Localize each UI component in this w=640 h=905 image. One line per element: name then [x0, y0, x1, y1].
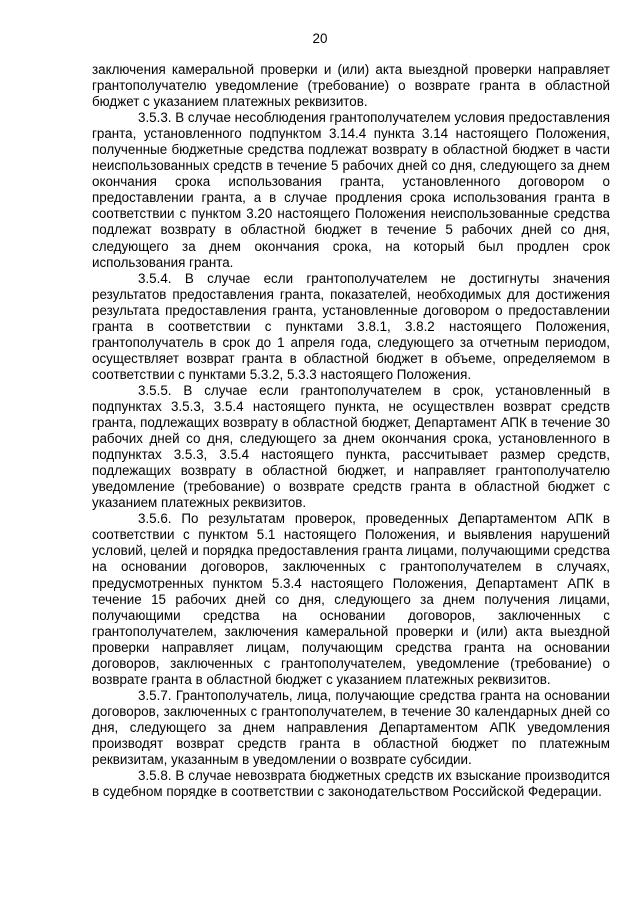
paragraph-3-5-5: 3.5.5. В случае если грантополучателем в срок, установленный в подпунктах 3.5.3, 3.5.4 настоящего пункта, не осуществлен возврат средств гранта, подлежащих возврату в областной бюджет, Департамент АПК в течение 30 рабочих дней со дня, следующего за днем окончания срока, установленного в подпунктах 3.5.3, 3.5.4 настоящего пункта, рассчитывает размер средств, подлежащих возврату в областной бюджет, и направляет грантополучателю уведомление (требование) о возврате средств гранта в областной бюджет с указанием платежных реквизитов. [92, 382, 610, 511]
paragraph-3-5-4: 3.5.4. В случае если грантополучателем не достигнуты значения результатов предоставления гранта, показателей, необходимых для достижения результата предоставления гранта, установленные договором о предоставлении гранта в соответствии с пунктами 3.8.1, 3.8.2 настоящего Положения, грантополучатель в срок до 1 апреля года, следующего за отчетным периодом, осуществляет возврат гранта в областной бюджет в объеме, определяемом в соответствии с пунктами 5.3.2, 5.3.3 настоящего Положения. [92, 270, 610, 382]
paragraph-3-5-8: 3.5.8. В случае невозврата бюджетных средств их взыскание производится в судебном порядке в соответствии с законодательством Российской Федерации. [92, 768, 610, 800]
paragraph-3-5-6: 3.5.6. По результатам проверок, проведенных Департаментом АПК в соответствии с пунктом 5.1 настоящего Положения, и выявления нарушений условий, целей и порядка предоставления гранта лицами, получающими средства на основании договоров, заключенных с грантополучателем в случаях, предусмотренных пунктом 5.3.4 настоящего Положения, Департамент АПК в течение 15 рабочих дней со дня, следующего за днем получения лицами, получающими средства на основании договоров, заключенных с грантополучателем, заключения камеральной проверки и (или) акта выездной проверки направляет лицам, получающим средства гранта на основании договоров, заключенных с грантополучателем, уведомление (требование) о возврате гранта в областной бюджет с указанием платежных реквизитов. [92, 511, 610, 687]
page-number: 20 [312, 31, 328, 46]
paragraph-continuation: заключения камеральной проверки и (или) акта выездной проверки направляет грантополучателю уведомление (требование) о возврате гранта в областной бюджет с указанием платежных реквизитов. [92, 62, 610, 110]
paragraph-3-5-3: 3.5.3. В случае несоблюдения грантополучателем условия предоставления гранта, установленного подпунктом 3.14.4 пункта 3.14 настоящего Положения, полученные бюджетные средства подлежат возврату в областной бюджет в части неиспользованных средств в течение 5 рабочих дней со дня, следующего за днем окончания срока использования гранта, установленного договором о предоставлении гранта, а в случае продления срока использования гранта в соответствии с пунктом 3.20 настоящего Положения неиспользованные средства подлежат возврату в областной бюджет в течение 5 рабочих дней со дня, следующего за днем окончания срока, на который был продлен срок использования гранта. [92, 110, 611, 270]
paragraph-3-5-7: 3.5.7. Грантополучатель, лица, получающие средства гранта на основании договоров, заключенных с грантополучателем, в течение 30 календарных дней со дня, следующего за днем направления Департаментом АПК уведомления производят возврат средств гранта в областной бюджет по платежным реквизитам, указанным в уведомлении о возврате субсидии. [92, 687, 610, 768]
document-body [92, 62, 610, 800]
